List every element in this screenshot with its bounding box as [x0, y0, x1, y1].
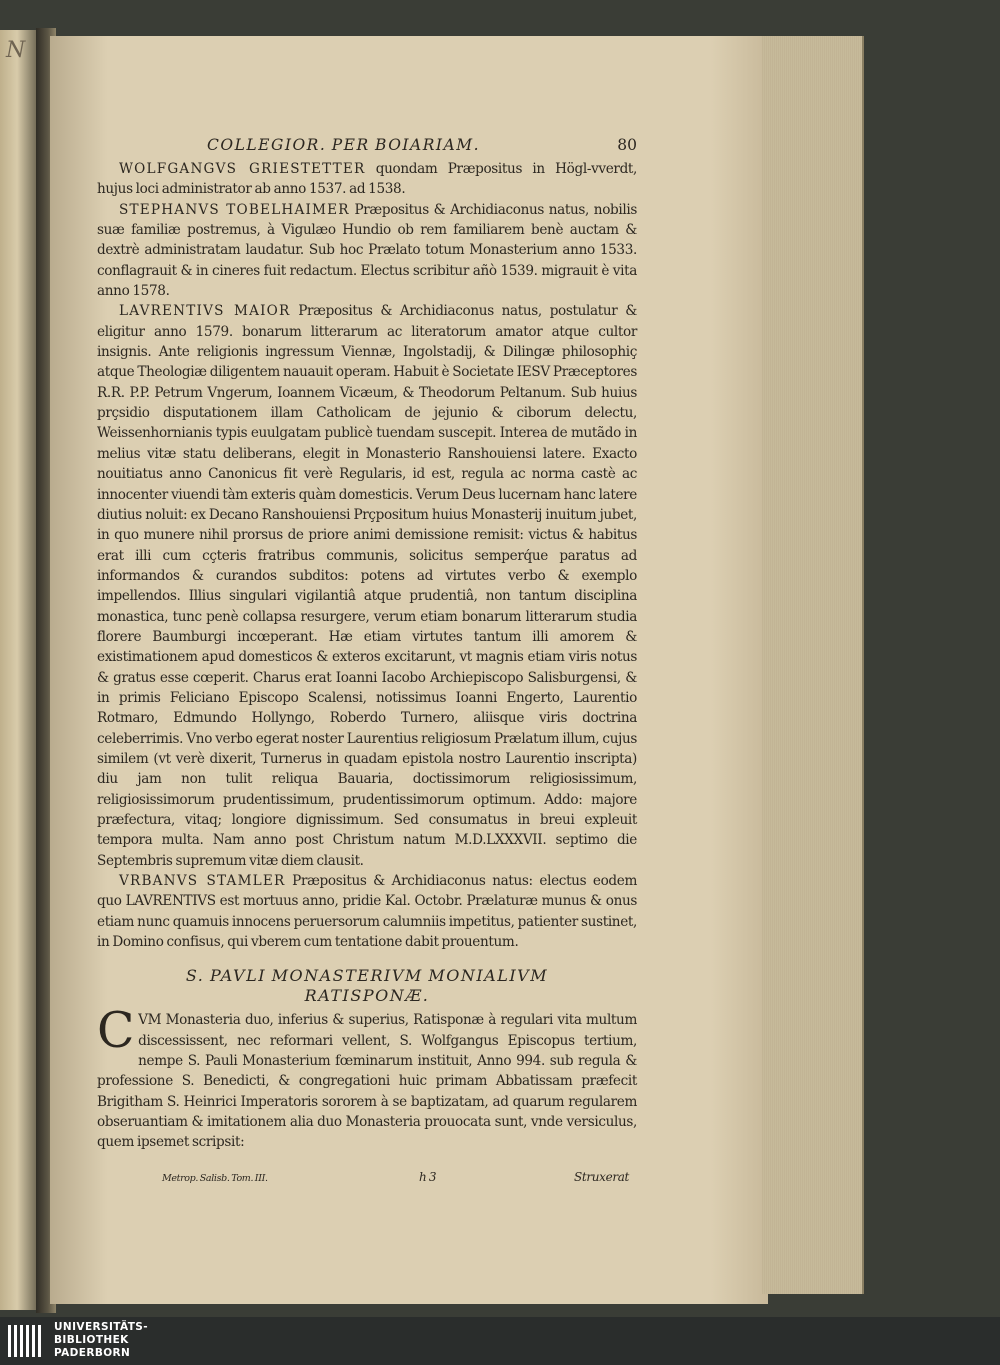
entry-text: quondam Præpositus in Högl-vverdt, hujus loci administrator ab anno 1537. ad 1538. — [97, 161, 638, 198]
library-logo-line: BIBLIOTHEK — [54, 1334, 129, 1346]
running-head-title: COLLEGIOR. PER BOIARIAM. — [207, 136, 481, 154]
running-head — [97, 131, 637, 159]
catchword: Struxerat — [574, 1169, 629, 1184]
left-page-fragment: N — [6, 38, 26, 63]
footer-signature: Metrop. Salisb. Tom. III. — [162, 1172, 268, 1184]
entry-name: VRBANVS STAMLER — [119, 873, 286, 890]
gathering-mark: h 3 — [419, 1169, 437, 1184]
library-logo-line: PADERBORN — [54, 1347, 131, 1359]
entry-name: LAVRENTIVS MAIOR — [119, 303, 291, 320]
left-page-edge — [0, 30, 38, 1310]
page-edges — [762, 36, 864, 1294]
drop-capital: C — [97, 1002, 135, 1060]
library-logo-line: UNIVERSITÄTS- — [54, 1321, 149, 1333]
entry-text: Præpositus & Archidiaconus natus, nobilis suæ familiæ postremus, à Vigulæo Hundio ob rem familiarem benè auctam & dextrè administratam laudatur. Sub hoc Prælato totum Monasterium anno 1533. conflagrauit & in cineres fuit redactum. Electus scribitur añò 1539. migrauit è vita anno 1578. — [97, 201, 638, 300]
section-text: VM Monasteria duo, inferius & superius, Ratisponæ à regulari vita multum discessissent, nec reformari vellent, S. Wolfgangus Episcopus tertium, nempe S. Pauli Monasterium fœminarum instituit, Anno 994. sub regula & professione S. Benedicti, & congregationi huic primam Abbatissam præfecit Brigitham S. Heinrici Imperatoris sororem à se baptizatam, ad quarum regularem obseruantiam & imitationem alia duo Monasteria prouocata sunt, vnde versiculus, quem ipsemet scripsit: — [97, 1012, 637, 1151]
entry-paragraph — [97, 159, 637, 200]
entry-text: Præpositus & Archidiaconus natus, postulatur & eligitur anno 1579. bonarum litterarum ac literatorum amator atque cultor insignis. Ante religionis ingressum Viennæ, Ingolstadij, & Dilingæ philosophiç atque Theologiæ diligentem nauauit operam. Habuit è Societate IESV Præceptores R.R. P.P. Petrum Vngerum, Ioannem Vicæum, & Theodorum Peltanum. Sub huius prçsidio disputationem illam Catholicam de jejunio & ciborum delectu, Weissenhornianis typis euulgatam publicè tuendam suscepit. Interea de mutãdo in melius vitæ statu deliberans, elegit in Monasterio Ranshouiensi latere. Exacto nouitiatus anno Canonicus fit verè Regularis, id est, regula ac norma castè ac innocenter viuendi tàm exteris quàm domesticis. Verum Deus lucernam hanc latere diutius noluit: ex Decano Ranshouiensi Prçpositum huius Monasterij inuitum jubet, in quo munere nihil prorsus de priore animi demissione remisit: victus & habitus erat illi cum cçteris fratribus communis, solicitus semperq́ue paratus ad informandos & curandos subditos: potens ad virtutes verbo & exemplo impellendos. Illius singulari vigilantiâ atque prudentiâ, non tantum disciplina monastica, tunc penè collapsa resurgere, verum etiam bonarum litterarum studia florere Baumburgi incœperant. Hæ etiam virtutes tantum illi amorem & existimationem apud domesticos & exteros excitarunt, vt magnis etiam viris notus & gratus esse cœperit. Charus erat Ioanni Iacobo Archiepiscopo Salisburgensi, & in primis Feliciano Episcopo Scalensi, notissimus Ioanni Engerto, Laurentio Rotmaro, Edmundo Hollyngo, Roberdo Turnero, aliisque viris doctrina celeberrimis. Vno verbo egerat noster Laurentius religiosum Prælatum illum, cujus similem (vt verè dixerit, Turnerus in quadam epistola nostro Laurentio inscripta) diu jam non tulit reliqua Bauaria, doctissimorum religiosissimum, religiosissimorum prudentissimum, prudentissimorum optimum. Addo: majore præfectura, vitaq; longiore dignissimum. Sed consumatus in breui expleuit tempora multa. Nam anno post Christum natum M.D.LXXXVII. septimo die Septembris supremum vitæ diem clausit. — [97, 303, 637, 869]
entry-name: STEPHANVS TOBELHAIMER — [119, 201, 350, 218]
library-logo-bar — [0, 1317, 1000, 1365]
entry-name: WOLFGANGVS GRIESTETTER — [119, 161, 366, 177]
entry-paragraph — [97, 200, 637, 302]
library-logo-icon — [6, 1321, 46, 1361]
library-logo-text — [54, 1321, 148, 1360]
page-footer — [97, 1163, 637, 1187]
section-heading — [97, 966, 637, 1006]
entry-paragraph — [97, 301, 637, 871]
entry-text: Præpositus & Archidiaconus natus: electus eodem quo LAVRENTIVS est mortuus anno, pridie Kal. Octobr. Prælaturæ munus & onus etiam nunc quamuis innocens peruersorum calumniis impetitus, patienter sustinet, in Domino confisus, qui vberem cum tentatione dabit prouentum. — [97, 873, 638, 951]
section-paragraph — [97, 1002, 637, 1152]
entry-paragraph — [97, 871, 637, 952]
section-heading-line2: RATISPONÆ. — [304, 986, 430, 1006]
page-number: 80 — [617, 136, 637, 154]
section-heading-line1: S. PAVLI MONASTERIVM MONIALIVM — [185, 966, 549, 986]
page-text-block — [97, 131, 637, 1187]
